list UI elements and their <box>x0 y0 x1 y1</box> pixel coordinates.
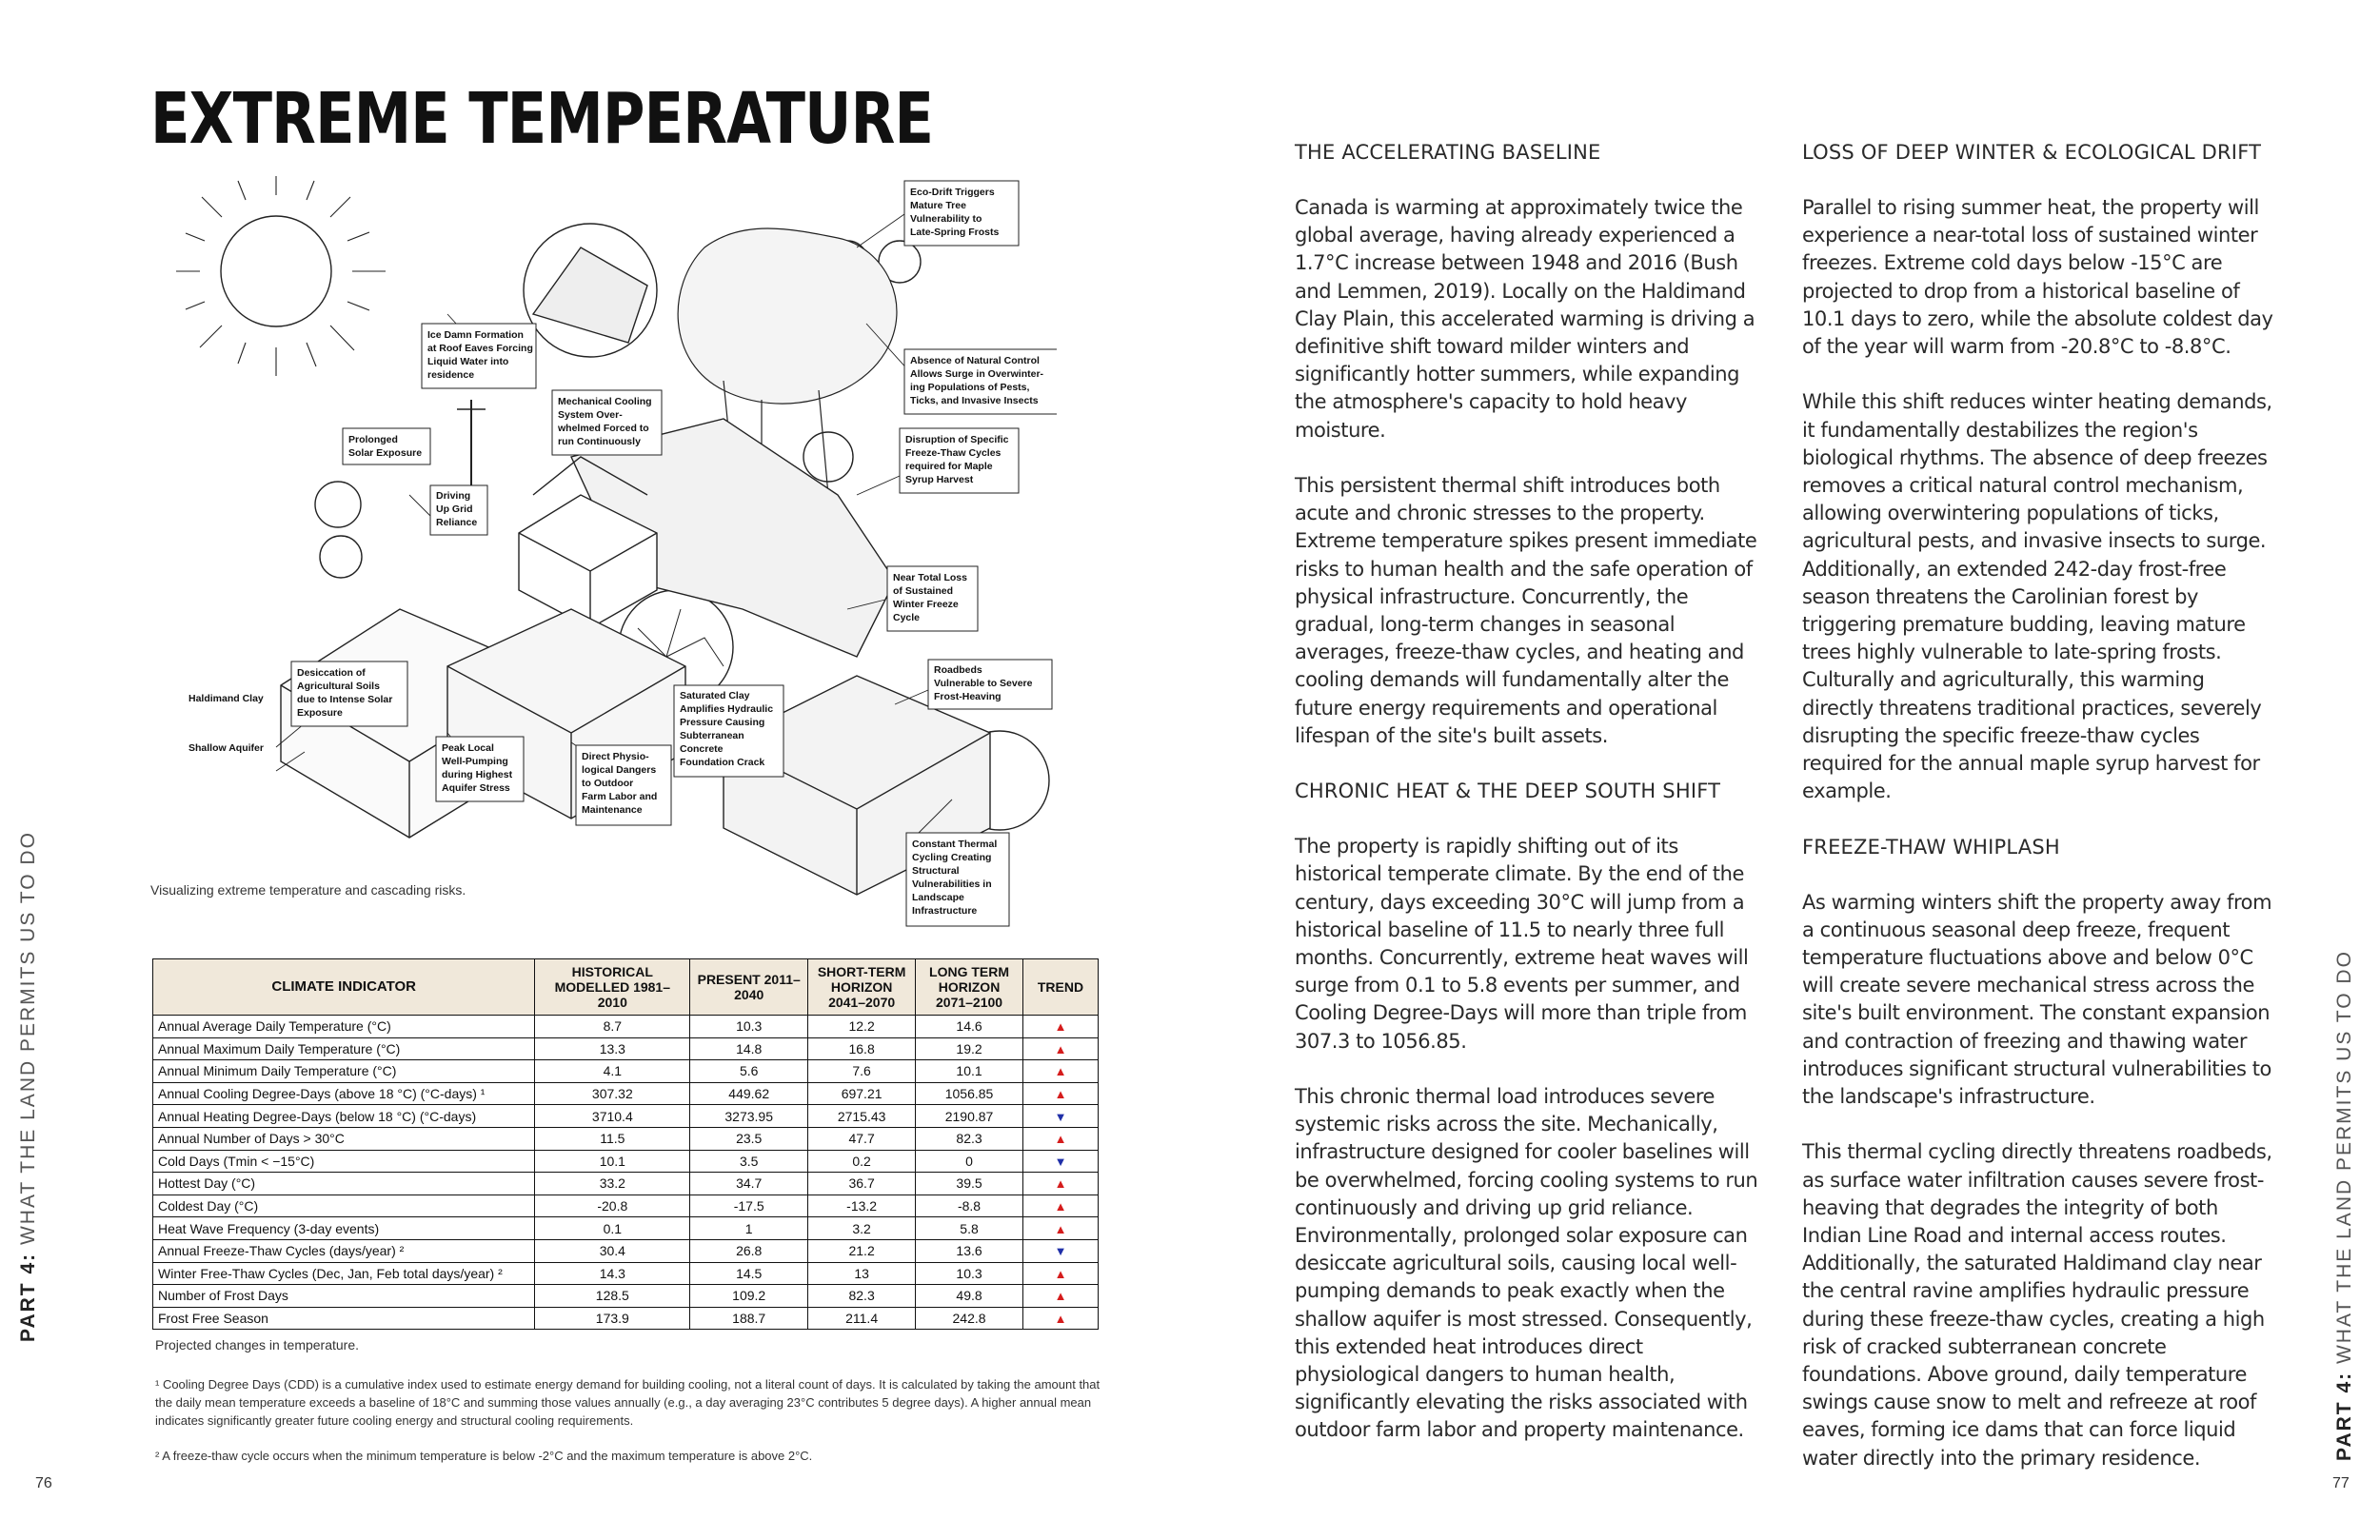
svg-text:Disruption of Specific: Disruption of Specific <box>905 434 1009 445</box>
cell-trend <box>1023 1127 1099 1150</box>
cell-indicator: Frost Free Season <box>153 1307 535 1330</box>
cell-trend <box>1023 1217 1099 1240</box>
cell-indicator: Heat Wave Frequency (3-day events) <box>153 1217 535 1240</box>
paragraph: Canada is warming at approximately twice the global average, having already experienced a 1.7°C increase between 1948 and 2016 (Bush and Lemmen, 2019). Locally on the Haldimand Clay Plain, this accelerated warming is driving a definitive shift toward milder winters and significantly hotter summers, while expanding the atmosphere's capacity to hold heavy moisture. <box>1295 196 1755 442</box>
climate-table <box>152 958 1099 1330</box>
cell-short-term: 3.2 <box>808 1217 916 1240</box>
cell-historical: 128.5 <box>535 1285 690 1308</box>
svg-text:during Highest: during Highest <box>442 769 513 780</box>
svg-text:Amplifies Hydraulic: Amplifies Hydraulic <box>680 703 774 715</box>
cell-short-term: 13 <box>808 1262 916 1285</box>
table-row <box>153 1016 1099 1038</box>
svg-text:Maintenance: Maintenance <box>582 804 643 816</box>
label-mechanical-cooling <box>552 390 662 455</box>
label-haldimand-clay: Haldimand Clay <box>188 693 264 704</box>
table-row <box>153 1239 1099 1262</box>
cell-short-term: 16.8 <box>808 1037 916 1060</box>
table-row <box>153 1217 1099 1240</box>
svg-text:Peak Local: Peak Local <box>442 742 494 754</box>
svg-text:of Sustained: of Sustained <box>893 585 954 597</box>
trend-up-icon: ▲ <box>1054 1221 1067 1236</box>
cell-indicator: Annual Average Daily Temperature (°C) <box>153 1016 535 1038</box>
svg-text:Cycle: Cycle <box>893 612 921 623</box>
cell-present: 23.5 <box>690 1127 808 1150</box>
svg-text:required for Maple: required for Maple <box>905 461 993 472</box>
table-header-row <box>153 959 1099 1016</box>
trend-up-icon: ▲ <box>1054 1064 1067 1079</box>
cell-historical: 33.2 <box>535 1173 690 1195</box>
section-heading-deep-winter: LOSS OF DEEP WINTER & ECOLOGICAL DRIFT <box>1802 141 2262 164</box>
label-winter-freeze <box>887 566 978 631</box>
cell-trend <box>1023 1082 1099 1105</box>
cell-historical: 8.7 <box>535 1016 690 1038</box>
cell-present: 449.62 <box>690 1082 808 1105</box>
svg-text:Winter Freeze: Winter Freeze <box>893 599 959 610</box>
svg-text:residence: residence <box>427 369 475 381</box>
svg-text:Up Grid: Up Grid <box>436 503 473 515</box>
cell-long-term: 49.8 <box>916 1285 1023 1308</box>
cell-indicator: Annual Maximum Daily Temperature (°C) <box>153 1037 535 1060</box>
svg-text:Concrete: Concrete <box>680 743 724 755</box>
header-short-term: SHORT-TERM HORIZON 2041–2070 <box>808 959 916 1016</box>
page-title: EXTREME TEMPERATURE <box>150 78 934 160</box>
cell-trend <box>1023 1060 1099 1083</box>
paragraph: As warming winters shift the property away from a continuous seasonal deep freeze, frequent temperature fluctuations above and below 0°C will create severe mechanical stress across the site's built environment. The constant expansion and contraction of freezing and thawing water introduces significant structural vulnerabilities to the landscape's infrastructure. <box>1802 890 2272 1109</box>
cell-present: 5.6 <box>690 1060 808 1083</box>
cell-long-term: 0 <box>916 1150 1023 1173</box>
cell-present: 26.8 <box>690 1239 808 1262</box>
svg-text:Direct Physio-: Direct Physio- <box>582 751 649 762</box>
table-row <box>153 1082 1099 1105</box>
svg-text:Landscape: Landscape <box>912 892 964 903</box>
svg-text:Exposure: Exposure <box>297 707 343 719</box>
label-physio-dangers <box>576 745 671 825</box>
cell-historical: 13.3 <box>535 1037 690 1060</box>
svg-text:run Continuously: run Continuously <box>558 436 641 447</box>
cell-long-term: 14.6 <box>916 1016 1023 1038</box>
svg-text:Prolonged: Prolonged <box>348 434 398 445</box>
svg-text:Roadbeds: Roadbeds <box>934 664 982 676</box>
cell-trend <box>1023 1307 1099 1330</box>
table-row <box>153 1173 1099 1195</box>
svg-text:Well-Pumping: Well-Pumping <box>442 756 508 767</box>
trend-up-icon: ▲ <box>1054 1176 1067 1192</box>
table-row <box>153 1194 1099 1217</box>
cell-short-term: -13.2 <box>808 1194 916 1217</box>
cell-present: -17.5 <box>690 1194 808 1217</box>
cell-short-term: 36.7 <box>808 1173 916 1195</box>
cell-indicator: Annual Minimum Daily Temperature (°C) <box>153 1060 535 1083</box>
trend-up-icon: ▲ <box>1054 1132 1067 1147</box>
trend-up-icon: ▲ <box>1054 1199 1067 1214</box>
svg-text:Syrup Harvest: Syrup Harvest <box>905 474 974 485</box>
label-shallow-aquifer: Shallow Aquifer <box>188 742 264 754</box>
page-number-left: 76 <box>35 1475 52 1491</box>
label-ice-damn <box>422 324 536 388</box>
cell-historical: -20.8 <box>535 1194 690 1217</box>
label-well-pumping <box>436 737 524 801</box>
svg-text:Saturated Clay: Saturated Clay <box>680 690 750 701</box>
cell-short-term: 12.2 <box>808 1016 916 1038</box>
svg-text:Solar Exposure: Solar Exposure <box>348 447 423 459</box>
table-caption: Projected changes in temperature. <box>155 1337 360 1352</box>
cell-indicator: Annual Number of Days > 30°C <box>153 1127 535 1150</box>
svg-text:Late-Spring Frosts: Late-Spring Frosts <box>910 227 1000 238</box>
paragraph: Parallel to rising summer heat, the property will experience a near-total loss of sustained winter freezes. Extreme cold days below -15°C are projected to drop from a historical baseline of 10.1 days to zero, while the absolute coldest day of the year will warm from -20.8°C to -8.8°C. <box>1802 196 2273 359</box>
cell-long-term: 5.8 <box>916 1217 1023 1240</box>
label-absence-control <box>904 349 1057 414</box>
svg-text:Agricultural Soils: Agricultural Soils <box>297 681 380 692</box>
svg-text:Farm Labor and: Farm Labor and <box>582 791 658 802</box>
header-long-term: LONG TERM HORIZON 2071–2100 <box>916 959 1023 1016</box>
cell-indicator: Coldest Day (°C) <box>153 1194 535 1217</box>
svg-text:Frost-Heaving: Frost-Heaving <box>934 691 1002 702</box>
table-row <box>153 1105 1099 1128</box>
svg-text:Driving: Driving <box>436 490 471 502</box>
footnote-1: ¹ Cooling Degree Days (CDD) is a cumulative index used to estimate energy demand for building cooling, not a literal count of days. It is calculated by taking the amount that the daily mean temperature exceeds a baseline of 18°C and summing those values annually (e.g., a day averaging 23°C contributes 5 degree days). A higher annual mean indicates significantly greater future cooling energy and structural cooling requirements. <box>155 1377 1101 1428</box>
label-desiccation <box>291 661 407 726</box>
paragraph: This thermal cycling directly threatens roadbeds, as surface water infiltration causes severe frost-heaving that degrades the integrity of both Indian Line Road and internal access routes. Additionally, the saturated Haldimand clay near the central ravine amplifies hydraulic pressure during these freeze-thaw cycles, creating a high risk of cracked subterranean concrete foundations. Above ground, daily temperature swings cause snow to melt and refreeze at roof eaves, forming ice dams that can force liquid water directly into the primary residence. <box>1802 1140 2272 1470</box>
cell-trend <box>1023 1194 1099 1217</box>
trend-down-icon: ▼ <box>1054 1244 1067 1259</box>
paragraph: The property is rapidly shifting out of its historical temperate climate. By the end of the century, days exceeding 30°C will jump from a historical baseline of 11.5 to nearly three full months. Concurrently, extreme heat waves will surge from 0.1 to 5.8 events per summer, and Cooling Degree-Days will more than triple from 307.3 to 1056.85. <box>1295 835 1749 1053</box>
trend-up-icon: ▲ <box>1054 1041 1067 1056</box>
cell-long-term: 13.6 <box>916 1239 1023 1262</box>
cell-indicator: Annual Heating Degree-Days (below 18 °C) (°C-days) <box>153 1105 535 1128</box>
svg-text:Pressure Causing: Pressure Causing <box>680 717 765 728</box>
cell-long-term: 39.5 <box>916 1173 1023 1195</box>
cell-present: 14.5 <box>690 1262 808 1285</box>
trend-down-icon: ▼ <box>1054 1154 1067 1169</box>
svg-text:at Roof Eaves Forcing: at Roof Eaves Forcing <box>427 343 533 354</box>
label-saturated-clay <box>674 685 783 777</box>
svg-text:Ice Damn Formation: Ice Damn Formation <box>427 329 524 341</box>
paragraph: This persistent thermal shift introduces both acute and chronic stresses to the property. Extreme temperature spikes present immediate risks to human health and the safe operation of physical infrastructure. Concurrently, the gradual, long-term changes in seasonal averages, freeze-thaw cycles, and heating and cooling demands will fundamentally alter the future energy requirements and operational lifespan of the site's built assets. <box>1295 474 1757 747</box>
cell-long-term: -8.8 <box>916 1194 1023 1217</box>
cell-long-term: 242.8 <box>916 1307 1023 1330</box>
cell-short-term: 82.3 <box>808 1285 916 1308</box>
label-thermal-cycling <box>906 833 1009 926</box>
svg-text:Cycling Creating: Cycling Creating <box>912 852 992 863</box>
climate-risk-illustration <box>143 171 1057 933</box>
svg-text:Freeze-Thaw Cycles: Freeze-Thaw Cycles <box>905 447 1002 459</box>
label-eco-drift <box>904 181 1019 246</box>
label-roadbeds <box>928 660 1052 709</box>
cell-historical: 11.5 <box>535 1127 690 1150</box>
section-heading-freeze-thaw: FREEZE-THAW WHIPLASH <box>1802 835 2060 859</box>
svg-text:Near Total Loss: Near Total Loss <box>893 572 967 583</box>
cell-historical: 10.1 <box>535 1150 690 1173</box>
header-present: PRESENT 2011–2040 <box>690 959 808 1016</box>
cell-indicator: Cold Days (Tmin < −15°C) <box>153 1150 535 1173</box>
svg-text:Vulnerabilities in: Vulnerabilities in <box>912 879 992 890</box>
text-column-2 <box>1802 139 2278 1500</box>
cell-trend <box>1023 1173 1099 1195</box>
header-trend: TREND <box>1023 959 1099 1016</box>
label-disruption-maple <box>900 428 1019 493</box>
cell-trend <box>1023 1262 1099 1285</box>
cell-historical: 0.1 <box>535 1217 690 1240</box>
paragraph: This chronic thermal load introduces severe systemic risks across the site. Mechanically, infrastructure designed for cooler baselines will be overwhelmed, forcing cooling systems to run continuously and driving up grid reliance. Environmentally, prolonged solar exposure can desiccate agricultural soils, causing local well-pumping demands to peak exactly when the shallow aquifer is most stressed. Consequently, this extended heat introduces direct physiological dangers to human health, significantly elevating the risks associated with outdoor farm labor and property maintenance. <box>1295 1085 1758 1442</box>
svg-text:whelmed Forced to: whelmed Forced to <box>558 423 649 434</box>
cell-trend <box>1023 1037 1099 1060</box>
svg-text:System Over-: System Over- <box>558 409 623 421</box>
text-column-1 <box>1295 139 1771 1472</box>
svg-text:Absence of Natural Control: Absence of Natural Control <box>910 355 1040 366</box>
cell-historical: 173.9 <box>535 1307 690 1330</box>
cell-historical: 307.32 <box>535 1082 690 1105</box>
side-label-right: PART 4: WHAT THE LAND PERMITS US TO DO <box>2333 950 2355 1461</box>
cell-trend <box>1023 1285 1099 1308</box>
svg-text:Infrastructure: Infrastructure <box>912 905 978 917</box>
svg-text:Desiccation of: Desiccation of <box>297 667 366 679</box>
trend-down-icon: ▼ <box>1054 1109 1067 1124</box>
section-heading-accelerating-baseline: THE ACCELERATING BASELINE <box>1295 141 1601 164</box>
svg-text:to Outdoor: to Outdoor <box>582 778 634 789</box>
trend-up-icon: ▲ <box>1054 1087 1067 1102</box>
svg-text:Mature Tree: Mature Tree <box>910 200 966 211</box>
side-label-left: PART 4: WHAT THE LAND PERMITS US TO DO <box>17 831 39 1342</box>
table-row <box>153 1127 1099 1150</box>
svg-text:logical Dangers: logical Dangers <box>582 764 657 776</box>
cell-long-term: 2190.87 <box>916 1105 1023 1128</box>
cell-indicator: Winter Free-Thaw Cycles (Dec, Jan, Feb total days/year) ² <box>153 1262 535 1285</box>
cell-indicator: Number of Frost Days <box>153 1285 535 1308</box>
trend-up-icon: ▲ <box>1054 1289 1067 1304</box>
cell-long-term: 82.3 <box>916 1127 1023 1150</box>
table-row <box>153 1150 1099 1173</box>
cell-historical: 30.4 <box>535 1239 690 1262</box>
cell-present: 14.8 <box>690 1037 808 1060</box>
svg-text:Allows Surge in Overwinter-: Allows Surge in Overwinter- <box>910 368 1044 380</box>
svg-text:ing Populations of Pests,: ing Populations of Pests, <box>910 382 1030 393</box>
page-number-right: 77 <box>2332 1475 2350 1491</box>
label-grid-reliance <box>430 485 487 535</box>
svg-text:Ticks, and Invasive Insects: Ticks, and Invasive Insects <box>910 395 1039 406</box>
table-row <box>153 1285 1099 1308</box>
svg-text:Constant Thermal: Constant Thermal <box>912 839 998 850</box>
table-row <box>153 1060 1099 1083</box>
cell-historical: 3710.4 <box>535 1105 690 1128</box>
cell-short-term: 2715.43 <box>808 1105 916 1128</box>
sun-icon <box>221 216 331 326</box>
cell-present: 3273.95 <box>690 1105 808 1128</box>
cell-trend <box>1023 1105 1099 1128</box>
section-heading-chronic-heat: CHRONIC HEAT & THE DEEP SOUTH SHIFT <box>1295 780 1721 803</box>
cell-short-term: 0.2 <box>808 1150 916 1173</box>
svg-text:Vulnerability to: Vulnerability to <box>910 213 982 225</box>
svg-text:Reliance: Reliance <box>436 517 478 528</box>
svg-text:Vulnerable to Severe: Vulnerable to Severe <box>934 678 1033 689</box>
cell-long-term: 10.1 <box>916 1060 1023 1083</box>
label-solar-exposure <box>343 428 430 464</box>
trend-up-icon: ▲ <box>1054 1312 1067 1327</box>
cell-short-term: 697.21 <box>808 1082 916 1105</box>
cell-short-term: 47.7 <box>808 1127 916 1150</box>
cell-trend <box>1023 1239 1099 1262</box>
svg-text:Eco-Drift Triggers: Eco-Drift Triggers <box>910 187 995 198</box>
cell-present: 10.3 <box>690 1016 808 1038</box>
cell-present: 3.5 <box>690 1150 808 1173</box>
table-row <box>153 1307 1099 1330</box>
svg-text:Foundation Crack: Foundation Crack <box>680 757 765 768</box>
cell-trend <box>1023 1016 1099 1038</box>
svg-text:due to Intense Solar: due to Intense Solar <box>297 694 393 705</box>
cell-present: 1 <box>690 1217 808 1240</box>
cell-present: 109.2 <box>690 1285 808 1308</box>
cell-indicator: Annual Freeze-Thaw Cycles (days/year) ² <box>153 1239 535 1262</box>
table-row <box>153 1262 1099 1285</box>
footnote-2: ² A freeze-thaw cycle occurs when the minimum temperature is below -2°C and the maximum temperature is above 2°C. <box>155 1449 813 1463</box>
table-row <box>153 1037 1099 1060</box>
cell-long-term: 19.2 <box>916 1037 1023 1060</box>
illustration-caption: Visualizing extreme temperature and cascading risks. <box>150 882 466 898</box>
cell-long-term: 1056.85 <box>916 1082 1023 1105</box>
svg-text:Structural: Structural <box>912 865 960 877</box>
cell-short-term: 21.2 <box>808 1239 916 1262</box>
svg-text:Aquifer Stress: Aquifer Stress <box>442 782 510 794</box>
paragraph: While this shift reduces winter heating demands, it fundamentally destabilizes the region's biological rhythms. The absence of deep freezes removes a critical natural control mechanism, allowing overwintering populations of ticks, agricultural pests, and invasive insects to surge. Additionally, an extended 242-day frost-free season threatens the Carolinian forest by triggering premature budding, leaving mature trees highly vulnerable to late-spring frosts. Culturally and agriculturally, this warming directly threatens traditional practices, severely disrupting the specific freeze-thaw cycles required for the annual maple syrup harvest for example. <box>1802 390 2272 803</box>
trend-up-icon: ▲ <box>1054 1266 1067 1281</box>
header-indicator: CLIMATE INDICATOR <box>153 959 535 1016</box>
cell-historical: 14.3 <box>535 1262 690 1285</box>
svg-text:Subterranean: Subterranean <box>680 730 744 741</box>
cell-indicator: Hottest Day (°C) <box>153 1173 535 1195</box>
cell-long-term: 10.3 <box>916 1262 1023 1285</box>
cell-short-term: 7.6 <box>808 1060 916 1083</box>
svg-text:Mechanical Cooling: Mechanical Cooling <box>558 396 652 407</box>
trend-up-icon: ▲ <box>1054 1019 1067 1035</box>
cell-indicator: Annual Cooling Degree-Days (above 18 °C) (°C-days) ¹ <box>153 1082 535 1105</box>
cell-short-term: 211.4 <box>808 1307 916 1330</box>
cell-trend <box>1023 1150 1099 1173</box>
cell-historical: 4.1 <box>535 1060 690 1083</box>
cell-present: 34.7 <box>690 1173 808 1195</box>
header-historical: HISTORICAL MODELLED 1981–2010 <box>535 959 690 1016</box>
cell-present: 188.7 <box>690 1307 808 1330</box>
svg-text:Liquid Water into: Liquid Water into <box>427 356 509 367</box>
